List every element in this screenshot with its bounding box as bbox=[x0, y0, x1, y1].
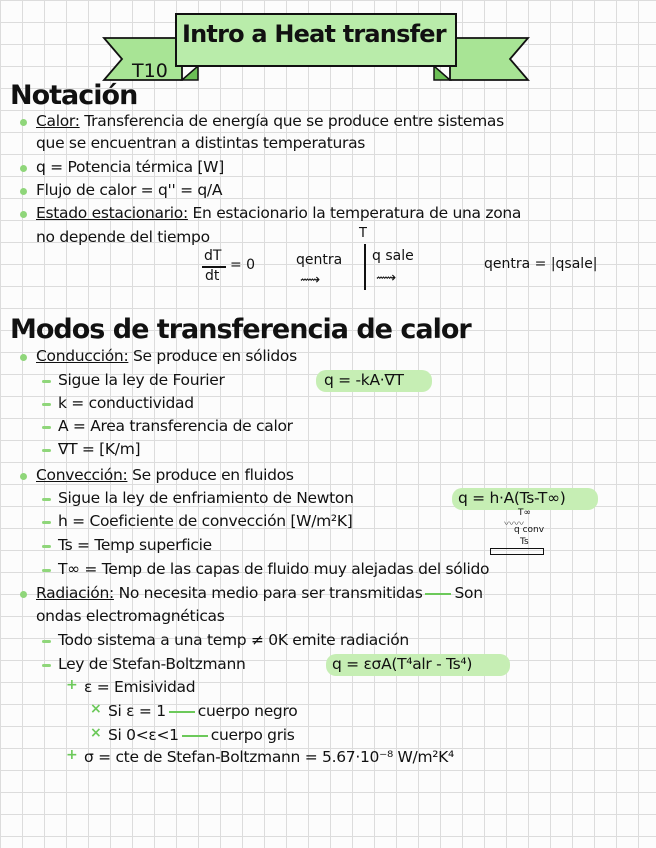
banner-tag: T10 bbox=[132, 60, 168, 82]
bullet bbox=[20, 354, 27, 361]
Ts-line: Ts = Temp superficie bbox=[58, 536, 212, 554]
h-line: h = Coeficiente de convección [W/m²K] bbox=[58, 512, 353, 530]
T-label: T bbox=[359, 226, 367, 241]
qsale-label: q sale bbox=[372, 248, 414, 264]
sketch-surface bbox=[490, 548, 544, 555]
dash bbox=[42, 545, 51, 548]
estado-line-2: no depende del tiempo bbox=[36, 228, 210, 246]
dash bbox=[42, 426, 51, 429]
bullet bbox=[20, 165, 27, 172]
k-line: k = conductividad bbox=[58, 394, 194, 412]
newton-eq: q = h·A(Ts-T∞) bbox=[458, 489, 566, 507]
dash bbox=[42, 521, 51, 524]
fourier-eq: q = -kA·∇T bbox=[324, 371, 404, 389]
estado-line-1 bbox=[36, 204, 521, 222]
si1-result: cuerpo negro bbox=[197, 702, 298, 720]
notacion-heading: Notación bbox=[10, 80, 138, 111]
dash bbox=[42, 498, 51, 501]
si2-cond: Si 0<ε<1 bbox=[108, 726, 179, 744]
radiacion-def-end: Son bbox=[454, 584, 483, 602]
balance-eq: qentra = |qsale| bbox=[484, 256, 598, 272]
si2-line bbox=[108, 726, 295, 744]
conveccion-term: Convección: bbox=[36, 466, 128, 484]
todo-line: Todo sistema a una temp ≠ 0K emite radiación bbox=[58, 631, 409, 649]
arrow bbox=[169, 711, 195, 713]
si1-line bbox=[108, 702, 297, 720]
potencia-line: q = Potencia térmica [W] bbox=[36, 158, 224, 176]
arrow bbox=[182, 735, 208, 737]
dash bbox=[42, 664, 51, 667]
bullet bbox=[20, 188, 27, 195]
sigma-line: σ = cte de Stefan-Boltzmann = 5.67·10⁻⁸ W/m²K⁴ bbox=[84, 748, 454, 766]
dash bbox=[42, 569, 51, 572]
dash bbox=[42, 380, 51, 383]
stefan-eq: q = εσA(T⁴alr - Ts⁴) bbox=[332, 655, 473, 673]
eps-line: ε = Emisividad bbox=[84, 678, 196, 696]
wall-line bbox=[364, 244, 366, 290]
conveccion-line bbox=[36, 466, 294, 484]
dash bbox=[42, 403, 51, 406]
banner-title: Intro a Heat transfer bbox=[182, 20, 446, 48]
calor-line-1 bbox=[36, 112, 504, 130]
sketch-ts: Ts bbox=[520, 537, 529, 547]
newton-line: Sigue la ley de enfriamiento de Newton bbox=[58, 489, 354, 507]
calor-def: Transferencia de energía que se produce entre sistemas bbox=[84, 112, 504, 130]
si1-cond: Si ε = 1 bbox=[108, 702, 166, 720]
gradT-line: ∇T = [K/m] bbox=[58, 440, 141, 458]
sketch-tinf: T∞ bbox=[518, 508, 531, 518]
bullet bbox=[20, 473, 27, 480]
fourier-line: Sigue la ley de Fourier bbox=[58, 371, 225, 389]
cross-bullet: × bbox=[90, 701, 102, 717]
radiacion-term: Radiación: bbox=[36, 584, 114, 602]
A-line: A = Area transferencia de calor bbox=[58, 417, 293, 435]
dT-numerator: dT bbox=[204, 248, 222, 264]
dt-denominator: dt bbox=[205, 268, 220, 284]
stefan-line: Ley de Stefan-Boltzmann bbox=[58, 655, 246, 673]
calor-term: Calor: bbox=[36, 112, 80, 130]
conduccion-term: Conducción: bbox=[36, 347, 129, 365]
wavy-arrow-out: ⟿ bbox=[376, 270, 397, 286]
dash bbox=[42, 449, 51, 452]
estado-def: En estacionario la temperatura de una zona bbox=[192, 204, 522, 222]
plus-bullet: + bbox=[66, 747, 78, 763]
bullet bbox=[20, 591, 27, 598]
si2-result: cuerpo gris bbox=[210, 726, 295, 744]
bullet bbox=[20, 211, 27, 218]
wavy-arrow-in: ⟿ bbox=[300, 272, 321, 288]
plus-bullet: + bbox=[66, 677, 78, 693]
qentra-label: qentra bbox=[296, 252, 343, 268]
Tinf-line: T∞ = Temp de las capas de fluido muy alejadas del sólido bbox=[58, 560, 490, 578]
arrow bbox=[425, 593, 451, 595]
eq-zero: = 0 bbox=[230, 257, 256, 273]
conveccion-def: Se produce en fluidos bbox=[132, 466, 294, 484]
cross-bullet: × bbox=[90, 725, 102, 741]
conduccion-def: Se produce en sólidos bbox=[133, 347, 297, 365]
estado-term: Estado estacionario: bbox=[36, 204, 188, 222]
radiacion-def: No necesita medio para ser transmitidas bbox=[118, 584, 423, 602]
sketch-wave: 〰〰 bbox=[504, 519, 524, 530]
radiacion-line-1 bbox=[36, 584, 483, 602]
modos-heading: Modos de transferencia de calor bbox=[10, 314, 471, 345]
bullet bbox=[20, 119, 27, 126]
dash bbox=[42, 640, 51, 643]
radiacion-line-2: ondas electromagnéticas bbox=[36, 607, 225, 625]
sketch-q: q conv bbox=[514, 525, 545, 535]
conduccion-line bbox=[36, 347, 297, 365]
flujo-line: Flujo de calor = q'' = q/A bbox=[36, 181, 223, 199]
calor-line-2: que se encuentran a distintas temperaturas bbox=[36, 134, 366, 152]
